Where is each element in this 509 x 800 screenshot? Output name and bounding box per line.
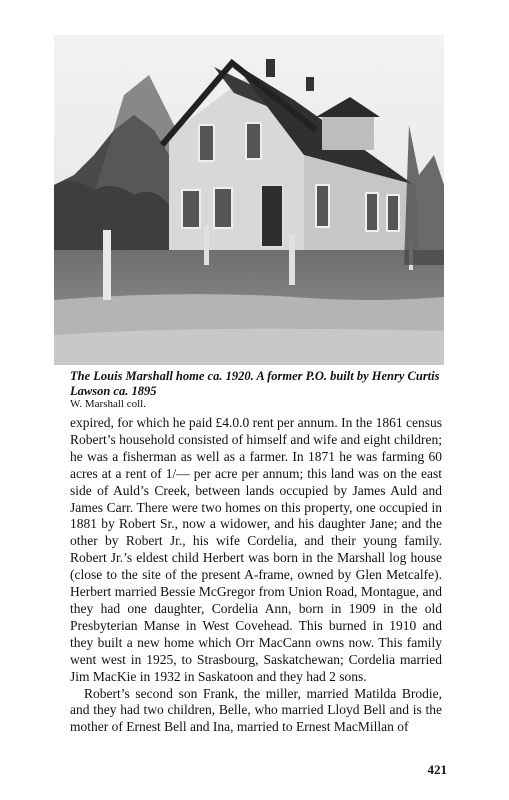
body-paragraph: Robert’s second son Frank, the miller, married Matilda Brodie, and they had two children, Belle, who married Lloyd Bell and is the mother of Ernest Bell and Ina, married to Ernest MacMillan of: [70, 685, 442, 735]
photo-credit: W. Marshall coll.: [70, 398, 146, 410]
page-number: 421: [427, 762, 447, 777]
house-photograph: [54, 35, 444, 365]
photo-caption: The Louis Marshall home ca. 1920. A former P.O. built by Henry Curtis Lawson ca. 1895: [70, 369, 440, 398]
article-body: [70, 415, 442, 736]
body-paragraph: expired, for which he paid £4.0.0 rent per annum. In the 1861 census Robert’s household consisted of himself and wife and eight children; he was a fisherman as well as a farmer. In 1871 he was farming 60 acres at a rent of 1/— per acre per annum; this land was on the east side of Auld’s Creek, between lands occupied by James Auld and James Carr. There were two homes on this property, one occupied in 1881 by Robert Sr., now a widower, and his daughter Jane; and the other by Robert Jr., his wife Cordelia, and their young family. Robert Jr.’s eldest child Herbert was born in the Marshall log house (close to the site of the present A-frame, owned by Glen Metcalfe). Herbert married Bessie McGregor from Union Road, Montague, and they had one daughter, Cordelia Ann, born in 1909 in the old Presbyterian Manse in West Covehead. This burned in 1910 and they built a new home which Orr MacCann owns now. This family went west in 1925, to Strasbourg, Saskatchewan; Cordelia married Jim MacKie in 1932 in Saskatoon and they had 2 sons.: [70, 415, 442, 684]
